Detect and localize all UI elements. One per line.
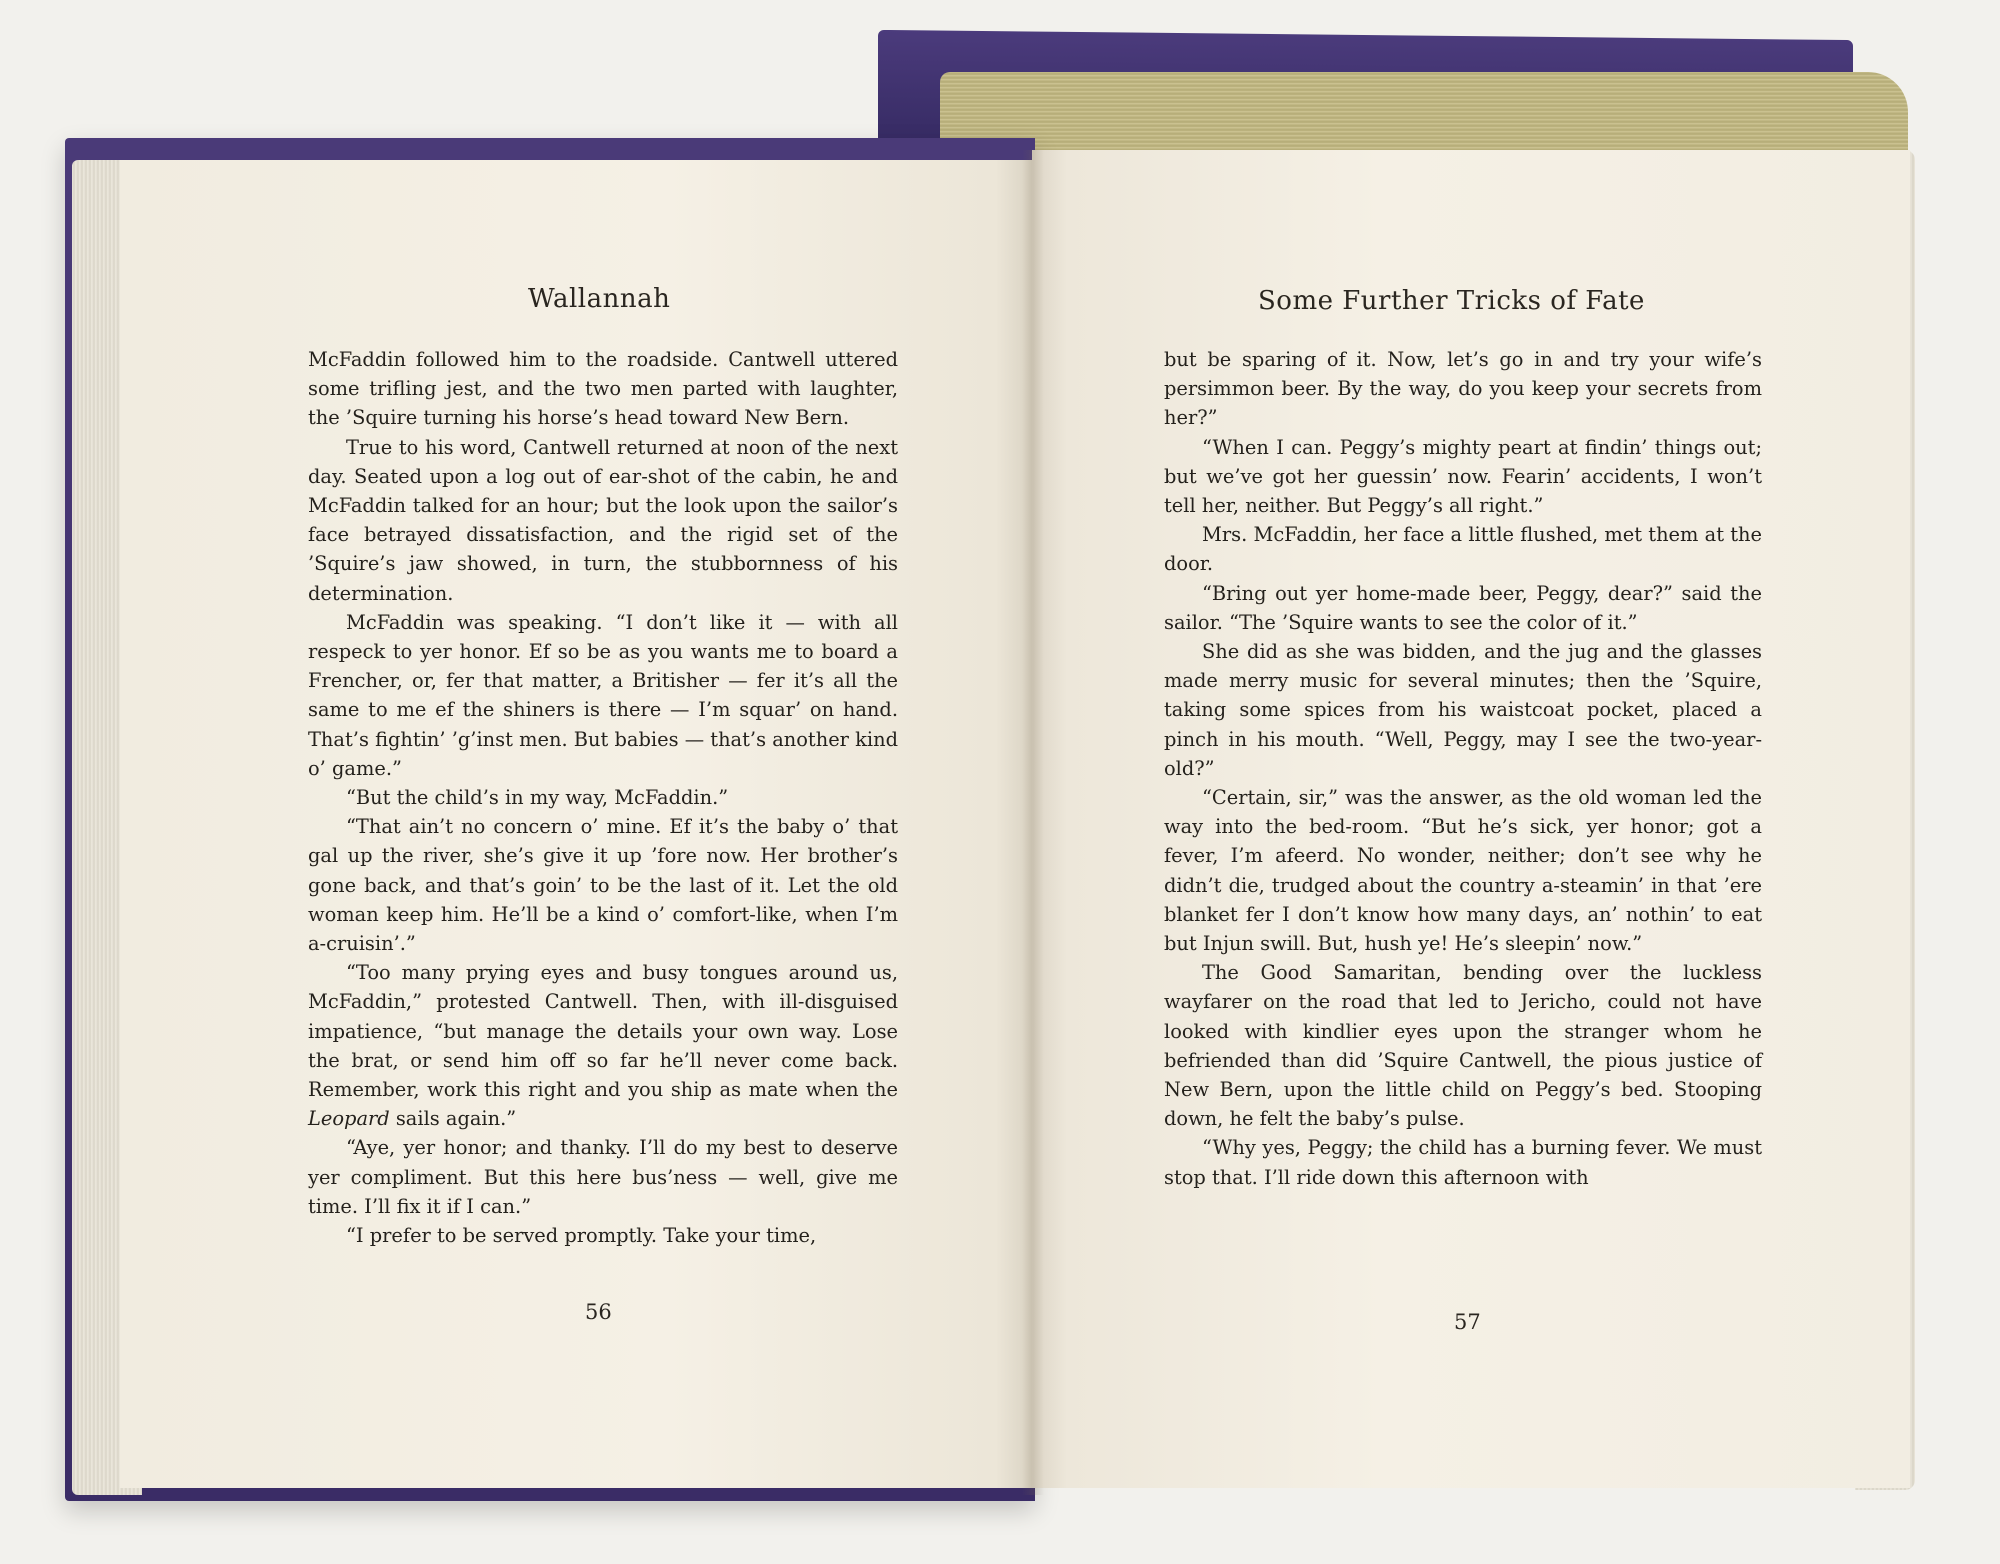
paragraph: Mrs. McFaddin, her face a little flushed, met them at the door. [1164,523,1762,576]
paragraph: True to his word, Cantwell returned at noon of the next day. Seated upon a log out of ear-shot of the cabin, he and McFaddin talked for an hour; but the look upon the sailor’s face betrayed dissatisfaction, and the rigid set of the ’Squire’s jaw showed, in turn, the stubbornness of his determination. [308,435,898,605]
right-text-block [1164,345,1762,1192]
paragraph: “Why yes, Peggy; the child has a burning fever. We must stop that. I’ll ride down this afternoon with [1164,1136,1762,1189]
left-text-block [308,345,898,1250]
paragraph: The Good Samaritan, bending over the luckless wayfarer on the road that led to Jericho, could not have looked with kindlier eyes upon the stranger whom he befriended than did ’Squire Cantwell, the pious justice of New Bern, upon the little child on Peggy’s bed. Stooping down, he felt the baby’s pulse. [1164,961,1762,1131]
paragraph [308,958,898,1133]
gilt-page-edges [940,72,1908,162]
paragraph: but be sparing of it. Now, let’s go in and try your wife’s persimmon beer. By the way, do you keep your secrets from her?” [1164,348,1762,430]
right-running-head: Some Further Tricks of Fate [1258,286,1645,316]
paragraph: “Certain, sir,” was the answer, as the old woman led the way into the bed-room. “But he’s sick, yer honor; got a fever, I’m afeerd. No wonder, neither; don’t see why he didn’t die, trudged about the country a-steamin’ in that ’ere blanket fer I don’t know how many days, an’ nothin’ to eat but Injun swill. But, hush ye! He’s sleepin’ now.” [1164,786,1762,956]
paragraph-text: sails again.” [389,1107,517,1131]
paragraph: “When I can. Peggy’s mighty peart at findin’ things out; but we’ve got her guessin’ now. Fearin’ accidents, I won’t tell her, neither. But Peggy’s all right.” [1164,435,1762,518]
paragraph: “Aye, yer honor; and thanky. I’ll do my best to deserve yer compliment. But this here bus’ness — well, give me time. I’ll fix it if I can.” [308,1136,898,1218]
ship-name: Leopard [308,1107,390,1131]
paragraph-text: “Too many prying eyes and busy tongues around us, McFaddin,” protested Cantwell. Then, with ill-disguised impatience, “but manage the details your own way. Lose the brat, or send him off so far he’ll never come back. Remember, work this right and you ship as mate when the [308,961,898,1102]
paragraph: McFaddin was speaking. “I don’t like it — with all respeck to yer honor. Ef so be as you wants me to board a Frencher, or, fer that matter, a Britisher — fer it’s all the same to me ef the shiners is there — I’m squar’ on hand. That’s fightin’ ’g’inst men. But babies — that’s another kind o’ game.” [308,610,898,780]
paragraph: “Bring out yer home-made beer, Peggy, dear?” said the sailor. “The ’Squire wants to see the color of it.” [1164,581,1762,634]
paragraph: “That ain’t no concern o’ mine. Ef it’s the baby o’ that gal up the river, she’s give it up ’fore now. Her brother’s gone back, and that’s goin’ to be the last of it. Let the old woman keep him. He’ll be a kind o’ comfort-like, when I’m a-cruisin’.” [308,815,898,956]
paragraph: “But the child’s in my way, McFaddin.” [346,786,729,810]
left-running-head: Wallannah [528,284,671,314]
right-page-number: 57 [1454,1310,1481,1334]
paragraph: “I prefer to be served promptly. Take your time, [346,1224,817,1248]
book-gutter [1022,150,1044,1495]
paragraph: She did as she was bidden, and the jug and the glasses made merry music for several minutes; then the ’Squire, taking some spices from his waistcoat pocket, placed a pinch in his mouth. “Well, Peggy, may I see the two-year-old?” [1164,640,1762,780]
left-page-number: 56 [585,1300,612,1324]
paragraph: McFaddin followed him to the roadside. Cantwell uttered some trifling jest, and the two men parted with laughter, the ’Squire turning his horse’s head toward New Bern. [308,348,898,430]
